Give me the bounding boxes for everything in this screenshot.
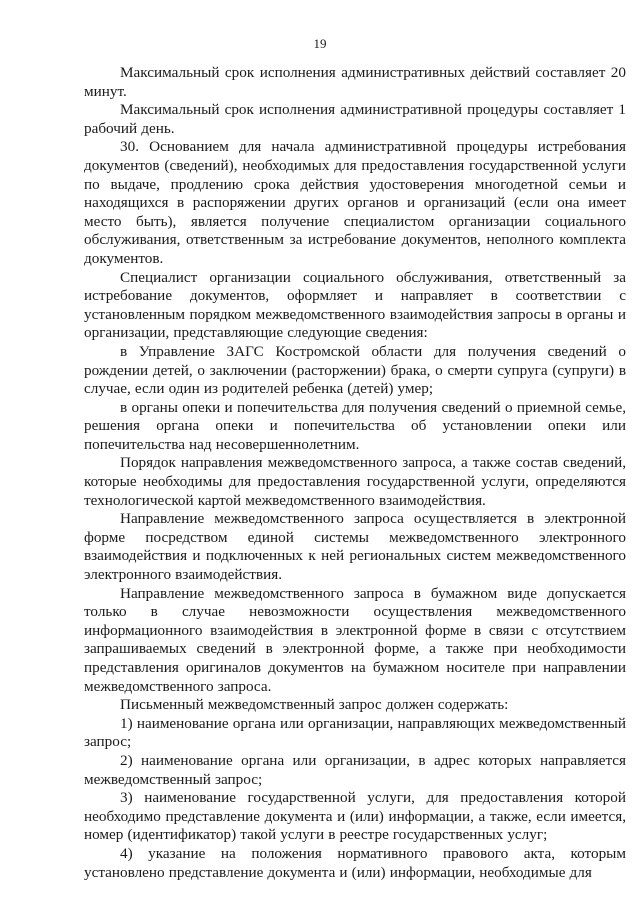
paragraph: Максимальный срок исполнения административной процедуры составляет 1 рабочий день. bbox=[84, 101, 626, 137]
paragraph: Порядок направления межведомственного запроса, а также состав сведений, которые необходимы для предоставления государственной услуги, определяются технологической картой межведомственного взаимодействия. bbox=[84, 454, 626, 509]
page-number: 19 bbox=[313, 36, 327, 51]
list-item: 4) указание на положения нормативного правового акта, которым установлено представление документа и (или) информации, необходимые для bbox=[84, 844, 626, 881]
list-item: 2) наименование органа или организации, в адрес которых направляется межведомственный запрос; bbox=[84, 751, 626, 788]
paragraph: Специалист организации социального обслуживания, ответственный за истребование документов, оформляет и направляет в соответствии с установленным порядком межведомственного взаимодействия запросы в органы и организации, представляющие следующие сведения: bbox=[84, 268, 626, 342]
document-body bbox=[84, 64, 626, 882]
paragraph: 30. Основанием для начала административной процедуры истребования документов (сведений), необходимых для предоставления государственной услуги по выдаче, продлению срока действия удостоверения многодетной семьи и находящихся в распоряжении других органов и организаций (если она имеет место быть), является получение специалистом организации социального обслуживания, ответственным за истребование документов, неполного комплекта документов. bbox=[84, 138, 626, 267]
list-item: 1) наименование органа или организации, направляющих межведомственный запрос; bbox=[84, 714, 626, 751]
paragraph: Направление межведомственного запроса осуществляется в электронной форме посредством единой системы межведомственного электронного взаимодействия и подключенных к ней региональных систем межведомственного электронного взаимодействия. bbox=[84, 510, 626, 584]
paragraph: Максимальный срок исполнения административных действий составляет 20 минут. bbox=[84, 64, 626, 100]
list-item: 3) наименование государственной услуги, для предоставления которой необходимо представление документа и (или) информации, а также, если имеется, номер (идентификатор) такой услуги в реестре государственных услуг; bbox=[84, 789, 626, 844]
paragraph: Направление межведомственного запроса в бумажном виде допускается только в случае невозможности осуществления межведомственного информационного взаимодействия в электронной форме в связи с отсутствием запрашиваемых сведений в электронной форме, а также при необходимости представления оригиналов документов на бумажном носителе при направлении межведомственного запроса. bbox=[84, 584, 626, 695]
paragraph: в органы опеки и попечительства для получения сведений о приемной семье, решения органа опеки и попечительства об установлении опеки или попечительства над несовершеннолетним. bbox=[84, 398, 626, 453]
paragraph: в Управление ЗАГС Костромской области для получения сведений о рождении детей, о заключении (расторжении) брака, о смерти супруга (супруги) в случае, если один из родителей ребенка (детей) умер; bbox=[84, 342, 626, 398]
paragraph: Письменный межведомственный запрос должен содержать: bbox=[120, 696, 509, 714]
